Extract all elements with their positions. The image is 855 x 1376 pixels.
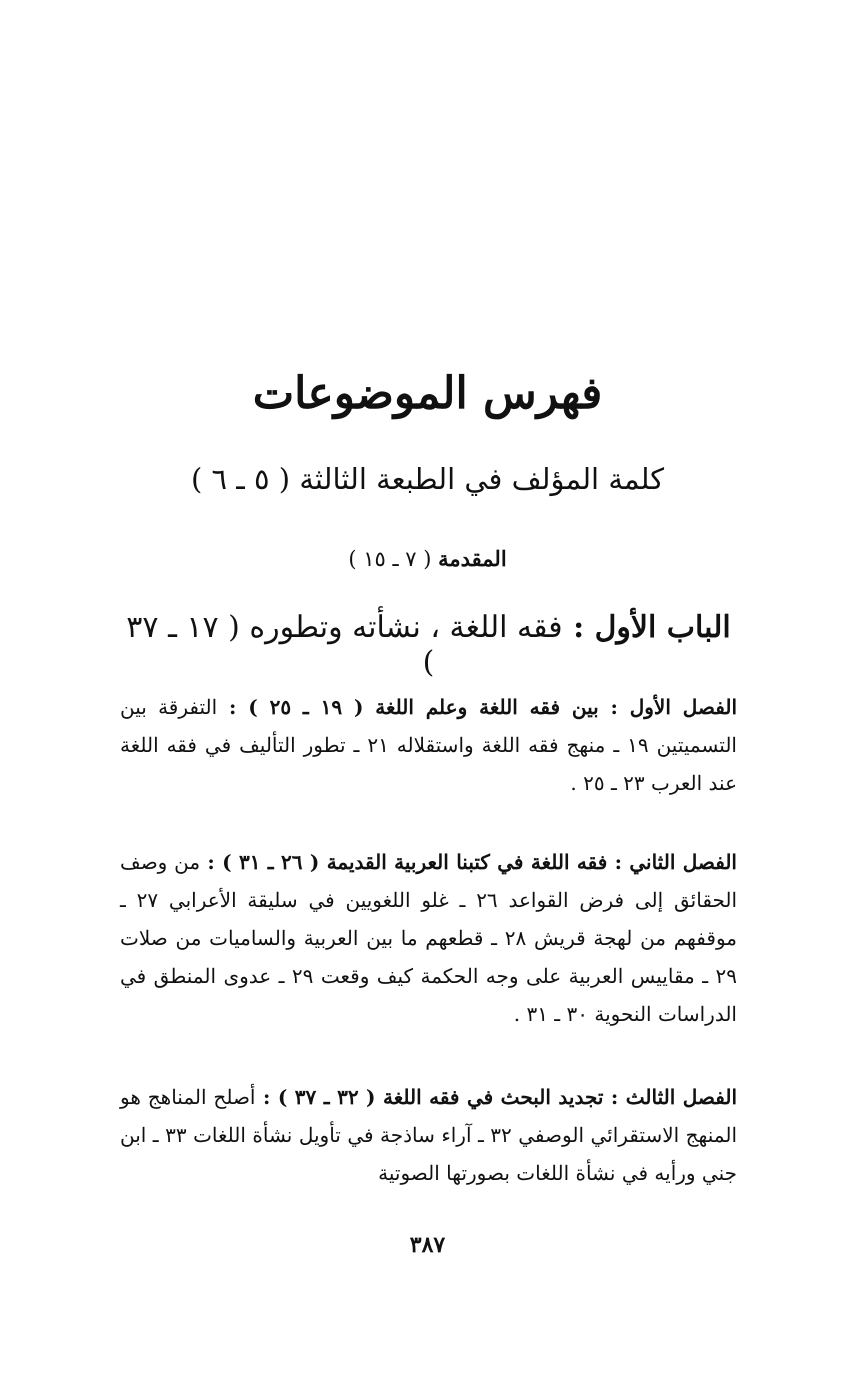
- introduction-entry: [0, 546, 855, 571]
- part-one-label: الباب الأول :: [562, 610, 731, 645]
- chapter-two-contents: من وصف الحقائق إلى فرض القواعد ٢٦ ـ غلو اللغويين في سليقة الأعرابي ٢٧ ـ موقفهم من لهجة قريش ٢٨ ـ قطعهم ما بين العربية والساميات من صلات ٢٩ ـ مقاييس العربية على وجه الحكمة كيف وقعت ٢٩ ـ عدوى المنطق في الدراسات النحوية ٣٠ ـ ٣١ .: [120, 850, 738, 1026]
- page-title: فهرس الموضوعات: [252, 368, 603, 419]
- chapter-two-entry: [120, 843, 737, 1033]
- chapter-one-entry: [120, 688, 737, 802]
- page-number: ٣٨٧: [409, 1232, 446, 1258]
- chapter-three-contents: أصلح المناهج هو المنهج الاستقرائي الوصفي ٣٢ ـ آراء ساذجة في تأويل نشأة اللغات ٣٣ ـ ابن جني ورأيه في نشأة اللغات بصورتها الصوتية: [120, 1085, 738, 1185]
- chapter-three-heading: الفصل الثالث : تجديد البحث في فقه اللغة ( ٣٢ ـ ٣٧ ) :: [255, 1085, 738, 1109]
- chapter-three-entry: [120, 1078, 737, 1192]
- chapter-one-heading: الفصل الأول : بين فقه اللغة وعلم اللغة ( ١٩ ـ ٢٥ ) :: [217, 695, 737, 719]
- introduction-pages: ( ٧ ـ ١٥ ): [348, 547, 439, 571]
- part-one-heading: [120, 610, 737, 680]
- chapter-one-contents: التفرقة بين التسميتين ١٩ ـ منهج فقه اللغة واستقلاله ٢١ ـ تطور التأليف في فقه اللغة عند العرب ٢٣ ـ ٢٥ .: [120, 695, 737, 795]
- part-one-title: فقه اللغة ، نشأته وتطوره ( ١٧ ـ ٣٧ ): [126, 610, 563, 680]
- introduction-label: المقدمة: [438, 546, 507, 571]
- chapter-two-heading: الفصل الثاني : فقه اللغة في كتبنا العربية القديمة ( ٢٦ ـ ٣١ ) :: [200, 850, 737, 874]
- author-note-entry: كلمة المؤلف في الطبعة الثالثة ( ٥ ـ ٦ ): [190, 462, 665, 496]
